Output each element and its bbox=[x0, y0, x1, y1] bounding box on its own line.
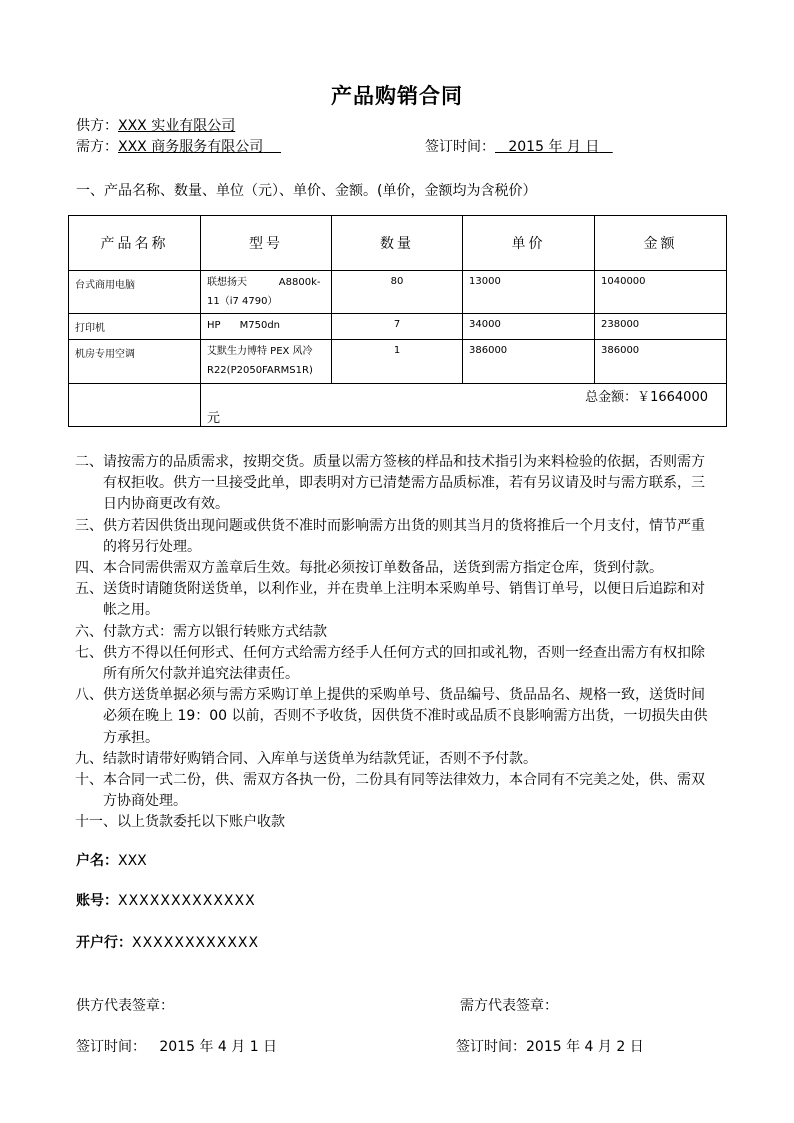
total-unit: 元 bbox=[207, 411, 221, 426]
term-item: 七、供方不得以任何形式、任何方式给需方经手人任何方式的回扣或礼物，否则一经查出需方有权扣除所有所欠付款并追究法律责任。 bbox=[75, 644, 705, 683]
table-row bbox=[69, 314, 727, 340]
goods-table bbox=[68, 215, 727, 427]
header-price: 单价 bbox=[463, 216, 595, 271]
term-item: 三、供方若因供货出现问题或供货不准时而影响需方出货的则其当月的货将推后一个月支付，情节严重的将另行处理。 bbox=[75, 517, 705, 555]
table-header-row bbox=[69, 216, 727, 271]
buyer-signature-label: 需方代表签章： bbox=[460, 998, 558, 1014]
buyer-sign-date bbox=[456, 1036, 644, 1056]
table-row bbox=[69, 271, 727, 314]
account-number-line bbox=[76, 890, 256, 910]
account-name-label: 户名： bbox=[76, 853, 118, 869]
header-qty: 数量 bbox=[332, 216, 463, 271]
document-title: 产品购销合同 bbox=[331, 84, 463, 108]
term-item: 九、结款时请带好购销合同、入库单与送货单为结款凭证，否则不予付款。 bbox=[75, 750, 537, 767]
cell-amount: 238000 bbox=[595, 314, 727, 340]
buyer-sign-date-label: 签订时间： bbox=[456, 1039, 526, 1055]
contract-terms bbox=[75, 452, 715, 834]
account-bank-value: XXXXXXXXXXXX bbox=[132, 935, 260, 951]
supplier-line bbox=[76, 115, 235, 135]
supplier-signature-label: 供方代表签章： bbox=[76, 998, 174, 1014]
table-row bbox=[69, 340, 727, 384]
header-name: 产品名称 bbox=[69, 216, 201, 271]
cell-name: 台式商用电脑 bbox=[69, 271, 201, 314]
cell-name: 打印机 bbox=[69, 314, 201, 340]
supplier-name: XXX 实业有限公司 bbox=[118, 118, 236, 134]
cell-price: 13000 bbox=[463, 271, 595, 314]
section-1-heading: 一、产品名称、数量、单位（元）、单价、金额。(单价，金额均为含税价） bbox=[76, 183, 537, 199]
supplier-sign-date-value: 2015 年 4 月 1 日 bbox=[159, 1039, 278, 1055]
term-item: 二、请按需方的品质需求，按期交货。质量以需方签核的样品和技术指引为来料检验的依据，否则需方有权拒收。供方一旦接受此单，即表明对方已清楚需方品质标准，若有另议请及时与需方联系，三日内协商更改有效。 bbox=[75, 454, 705, 513]
supplier-sign-date-label: 签订时间： bbox=[76, 1039, 146, 1055]
sign-date-top bbox=[425, 136, 613, 156]
sign-date-top-value: 2015 年 月 日 bbox=[508, 139, 600, 155]
buyer-label: 需方： bbox=[76, 139, 118, 155]
cell-model: HP M750dn bbox=[201, 314, 332, 340]
cell-empty bbox=[69, 384, 201, 427]
cell-qty: 80 bbox=[332, 271, 463, 314]
cell-qty: 7 bbox=[332, 314, 463, 340]
term-item: 五、送货时请随货附送货单，以利作业，并在贵单上注明本采购单号、销售订单号，以便日后追踪和对帐之用。 bbox=[75, 581, 705, 619]
term-item: 十、本合同一式二份，供、需双方各执一份，二份具有同等法律效力，本合同有不完美之处，供、需双方协商处理。 bbox=[75, 772, 705, 810]
account-number-value: XXXXXXXXXXXXX bbox=[118, 893, 256, 909]
term-item: 八、供方送货单据必须与需方采购订单上提供的采购单号、货品编号、货品品名、规格一致，送货时间必须在晚上 19：00 以前，否则不予收货，因供货不准时或品质不良影响需方出货，一切损失由供方承担。 bbox=[75, 687, 708, 746]
account-name-value: XXX bbox=[118, 853, 147, 869]
cell-name: 机房专用空调 bbox=[69, 340, 201, 384]
supplier-label: 供方： bbox=[76, 118, 118, 134]
account-name-line bbox=[76, 850, 147, 870]
buyer-line bbox=[76, 136, 281, 156]
account-bank-line bbox=[76, 932, 259, 952]
buyer-sign-date-value: 2015 年 4 月 2 日 bbox=[526, 1039, 644, 1055]
cell-price: 34000 bbox=[463, 314, 595, 340]
account-bank-label: 开户行： bbox=[76, 935, 132, 951]
term-item: 十一、以上货款委托以下账户收款 bbox=[75, 814, 285, 831]
term-item: 四、本合同需供需双方盖章后生效。每批必须按订单数备品，送货到需方指定仓库，货到付款。 bbox=[75, 560, 663, 577]
total-cell bbox=[201, 384, 727, 427]
header-model: 型号 bbox=[201, 216, 332, 271]
total-amount: 总金额：￥1664000 bbox=[585, 390, 708, 405]
cell-amount: 386000 bbox=[595, 340, 727, 384]
cell-model: 联想扬天 A8800k- 11（i7 4790） bbox=[201, 271, 332, 314]
account-number-label: 账号： bbox=[76, 893, 118, 909]
supplier-sign-date bbox=[76, 1036, 277, 1056]
table-total-row bbox=[69, 384, 727, 427]
sign-date-top-label: 签订时间： bbox=[425, 139, 495, 155]
cell-qty: 1 bbox=[332, 340, 463, 384]
term-item: 六、付款方式：需方以银行转账方式结款 bbox=[75, 623, 327, 640]
header-amount: 金额 bbox=[595, 216, 727, 271]
buyer-name: XXX 商务服务有限公司 bbox=[118, 139, 264, 155]
cell-model: 艾默生力博特 PEX 风冷 R22(P2050FARMS1R) bbox=[201, 340, 332, 384]
cell-price: 386000 bbox=[463, 340, 595, 384]
cell-amount: 1040000 bbox=[595, 271, 727, 314]
